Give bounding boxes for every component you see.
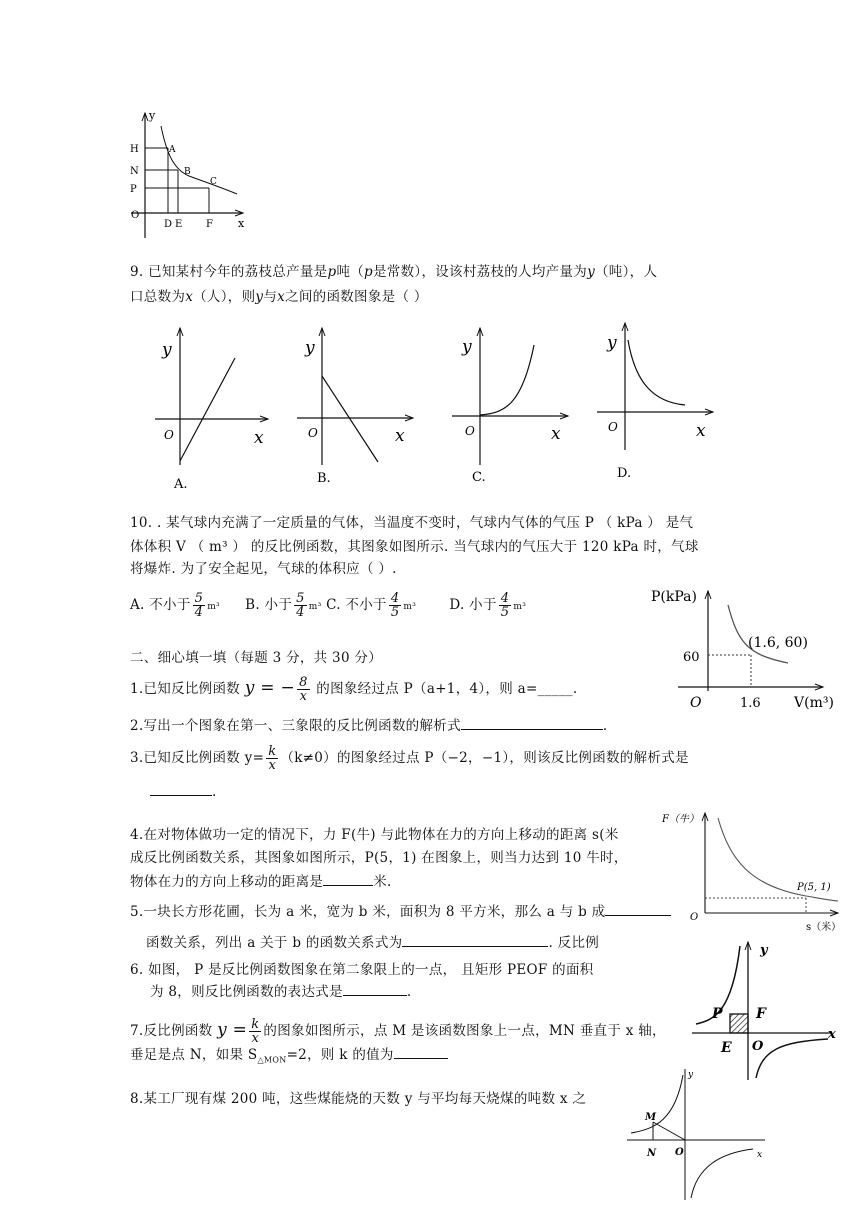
q7-graph-y-label: y bbox=[688, 1070, 694, 1080]
s2-q5-line-1: 5.一块长方形花圃，长为 a 米，宽为 b 米，面积为 8 平方米，那么 a 与 b 成 bbox=[130, 901, 671, 922]
s2-q1: 1.已知反比例函数 y = − $\frac{8}{x}$ 的图象经过点 P（a+1，4），则 a=_____. bbox=[130, 675, 578, 704]
q4-force-graph bbox=[660, 808, 840, 933]
svg-text:x: x bbox=[395, 426, 405, 446]
svg-text:B.: B. bbox=[317, 471, 331, 486]
top-fig-x-label: x bbox=[238, 217, 245, 230]
q6-graph-point-f: F bbox=[756, 1006, 766, 1022]
q10-pressure-graph bbox=[648, 583, 840, 713]
q10-option-c[interactable]: C. 不小于 $\frac{4}{5}$ m³ bbox=[326, 591, 417, 620]
q6-graph-point-p: P bbox=[712, 1006, 723, 1022]
section-2-title: 二、细心填一填（每题 3 分，共 30 分） bbox=[130, 650, 383, 666]
q7-hyperbola-graph bbox=[625, 1065, 775, 1205]
q9-line-1: 9. 已知某村今年的荔枝总产量是p吨（p是常数），设该村荔枝的人均产量为y（吨），人 bbox=[130, 264, 658, 280]
top-fig-origin: O bbox=[131, 210, 140, 221]
s2-q4-line-2: 成反比例函数关系，其图象如图所示，P(5，1) 在图象上，则当力达到 10 牛时， bbox=[130, 850, 628, 866]
q10-line-2: 体体积 V （ m³ ） 的反比例函数，其图象如图所示. 当气球内的气压大于 120 kPa 时，气球 bbox=[130, 539, 699, 555]
q10-graph-origin: O bbox=[690, 695, 702, 711]
q10-line-1: 10. . 某气球内充满了一定质量的气体，当温度不变时，气球内气体的气压 P （ kPa ） 是气 bbox=[130, 515, 694, 531]
q10-option-a[interactable]: A. 不小于 $\frac{5}{4}$ m³ bbox=[130, 591, 220, 620]
svg-text:O: O bbox=[164, 428, 174, 442]
s2-q7-answer-blank[interactable] bbox=[394, 1044, 448, 1059]
q10-options bbox=[130, 588, 526, 622]
q9-option-b-graph bbox=[295, 325, 420, 495]
q9-line-2: 口总数为x（人），则y与x之间的函数图象是（ ） bbox=[130, 289, 428, 305]
q4-graph-origin: O bbox=[690, 912, 699, 923]
q4-graph-y-label: F（牛） bbox=[662, 814, 699, 825]
q10-graph-y-tick: 60 bbox=[683, 650, 700, 665]
s2-q7-line-1: 7.反比例函数 y = $\frac{k}{x}$ 的图象如图所示，点 M 是该函数图象上一点，MN 垂直于 x 轴， bbox=[130, 1017, 666, 1046]
s2-q6-answer-blank[interactable] bbox=[343, 981, 407, 996]
q9-option-c-graph bbox=[450, 325, 575, 490]
s2-q3-answer-blank[interactable] bbox=[150, 781, 212, 796]
q10-graph-x-tick: 1.6 bbox=[740, 696, 761, 711]
top-fig-tick-d: D bbox=[164, 219, 173, 230]
s2-q5-answer-blank-2[interactable] bbox=[402, 932, 548, 947]
top-fig-y-label: y bbox=[149, 109, 156, 122]
s2-q8-line-1: 8.某工厂现有煤 200 吨，这些煤能烧的天数 y 与平均每天烧煤的吨数 x 之 bbox=[130, 1091, 587, 1107]
s2-q2-answer-blank[interactable] bbox=[461, 715, 603, 730]
q7-graph-x-label: x bbox=[757, 1150, 763, 1160]
q10-graph-point: (1.6, 60) bbox=[748, 635, 808, 651]
top-fig-tick-h: H bbox=[130, 144, 139, 155]
top-curve-figure bbox=[125, 108, 255, 243]
s2-q4-line-3: 物体在力的方向上移动的距离是 米. bbox=[130, 871, 392, 892]
q10-option-b[interactable]: B. 小于 $\frac{5}{4}$ m³ bbox=[245, 591, 322, 620]
top-fig-tick-p: P bbox=[130, 184, 137, 195]
q6-graph-y-label: y bbox=[760, 943, 768, 958]
q10-graph-x-label: V(m³) bbox=[794, 695, 834, 711]
s2-q6-line-2: 为 8，则反比例函数的表达式是 . bbox=[150, 981, 411, 1002]
s2-q7-line-2: 垂足是点 N，如果 $S_{\triangle MON}=2$，则 k 的值为 bbox=[130, 1044, 448, 1071]
q4-graph-x-label: s（米） bbox=[806, 922, 842, 933]
svg-text:C.: C. bbox=[472, 470, 486, 485]
top-fig-point-b: B bbox=[184, 167, 191, 177]
svg-text:x: x bbox=[254, 428, 264, 448]
q6-graph-point-e: E bbox=[721, 1040, 732, 1056]
s2-q2: 2.写出一个图象在第一、三象限的反比例函数的解析式 . bbox=[130, 715, 607, 736]
q10-option-d[interactable]: D. 小于 $\frac{4}{5}$ m³ bbox=[449, 591, 527, 620]
s2-q3: 3.已知反比例函数 y= $\frac{k}{x}$ （k≠0）的图象经过点 P（−2，−1），则该反比例函数的解析式是 bbox=[130, 744, 689, 773]
q7-graph-origin: O bbox=[675, 1147, 684, 1158]
svg-text:y: y bbox=[305, 338, 315, 358]
svg-text:y: y bbox=[162, 340, 172, 360]
q6-hyperbola-graph bbox=[690, 938, 840, 1083]
top-fig-tick-e: E bbox=[175, 219, 183, 230]
s2-q3-line-2: . bbox=[150, 781, 217, 802]
top-fig-point-c: C bbox=[210, 177, 217, 187]
top-fig-point-a: A bbox=[169, 145, 176, 155]
s2-q5-line-2: 函数关系，列出 a 关于 b 的函数关系式为 . 反比例 bbox=[146, 932, 599, 953]
svg-text:D.: D. bbox=[617, 466, 632, 481]
q9-option-d-graph bbox=[595, 320, 720, 485]
q7-graph-point-m: M bbox=[645, 1112, 657, 1123]
svg-text:x: x bbox=[696, 421, 706, 441]
svg-text:x: x bbox=[551, 424, 561, 444]
q10-line-3: 将爆炸. 为了安全起见，气球的体积应（ ）. bbox=[130, 561, 397, 577]
q10-graph-y-label: P(kPa) bbox=[651, 589, 697, 605]
q7-graph-point-n: N bbox=[647, 1148, 657, 1159]
q6-graph-origin: O bbox=[752, 1039, 764, 1054]
top-fig-tick-f: F bbox=[206, 219, 213, 230]
svg-text:y: y bbox=[462, 337, 472, 357]
svg-text:O: O bbox=[465, 424, 475, 438]
top-fig-tick-n: N bbox=[130, 166, 139, 177]
svg-text:O: O bbox=[608, 420, 618, 434]
s2-q4-answer-blank[interactable] bbox=[323, 871, 373, 886]
svg-text:O: O bbox=[308, 426, 318, 440]
s2-q6-line-1: 6. 如图， P 是反比例函数图象在第二象限上的一点， 且矩形 PEOF 的面积 bbox=[130, 962, 594, 978]
svg-text:y: y bbox=[607, 333, 617, 353]
q9-option-a-graph bbox=[150, 325, 275, 495]
q4-graph-point: P(5, 1) bbox=[797, 882, 831, 893]
s2-q4-line-1: 4.在对物体做功一定的情况下，力 F(牛) 与此物体在力的方向上移动的距离 s(米 bbox=[130, 827, 619, 843]
s2-q5-answer-blank-1[interactable] bbox=[605, 901, 671, 916]
q6-graph-x-label: x bbox=[828, 1027, 836, 1042]
svg-text:A.: A. bbox=[174, 477, 188, 492]
